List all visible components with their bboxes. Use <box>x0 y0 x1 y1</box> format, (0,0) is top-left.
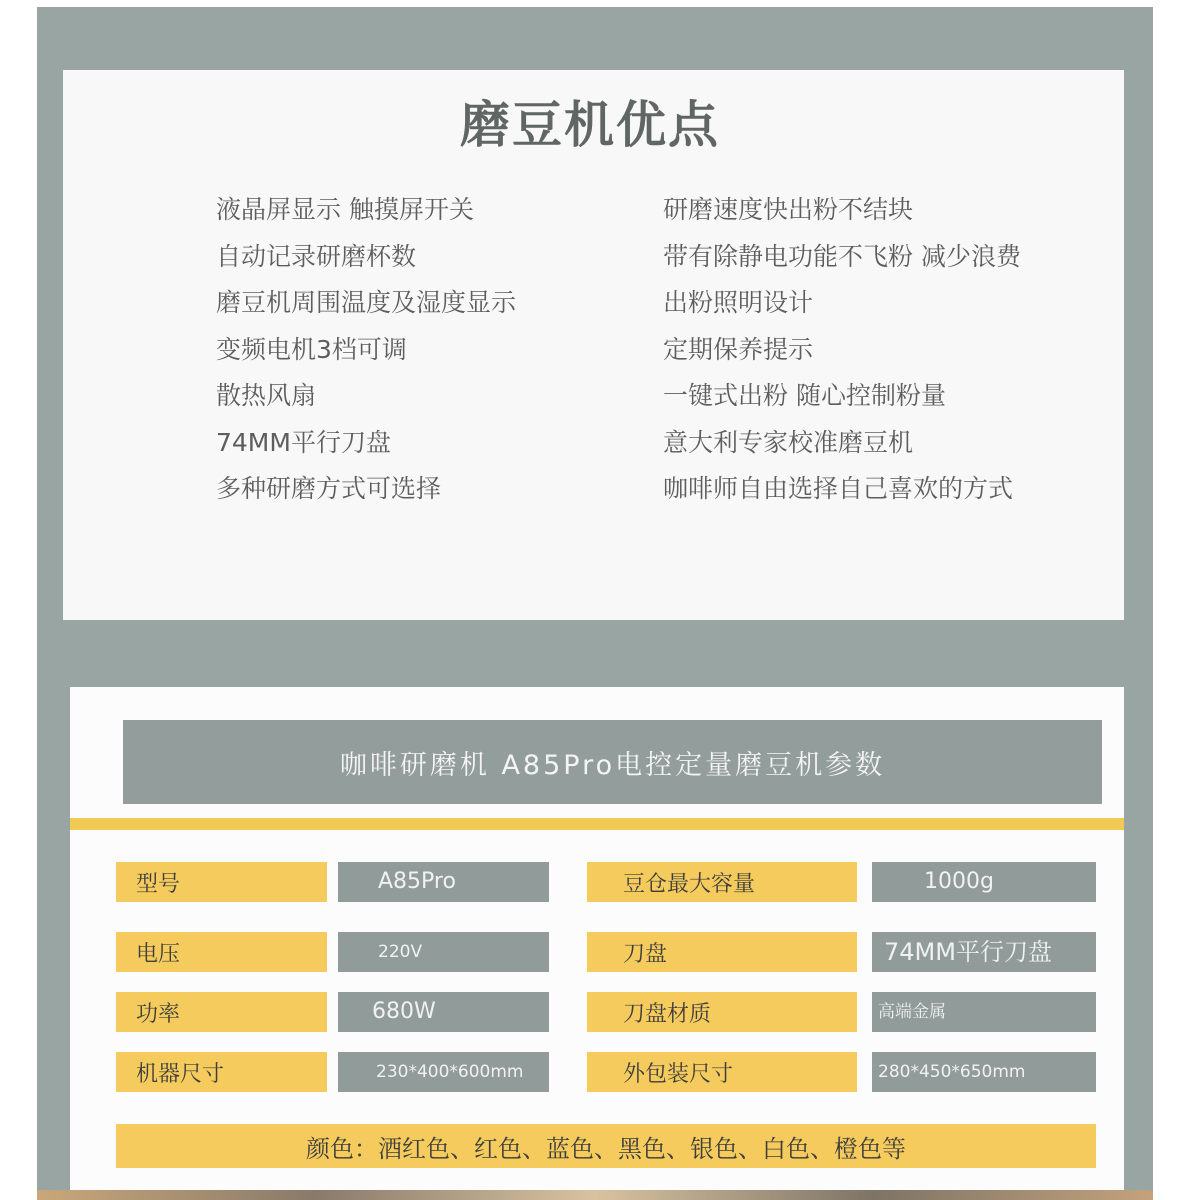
spec-value: 280*450*650mm <box>872 1052 1096 1092</box>
spec-label: 豆仓最大容量 <box>587 862 857 902</box>
color-options-text: 颜色：酒红色、红色、蓝色、黑色、银色、白色、橙色等 <box>306 1134 906 1163</box>
spec-value: 高端金属 <box>872 992 1096 1032</box>
feature-item: 液晶屏显示 触摸屏开关 <box>216 195 474 224</box>
feature-item: 磨豆机周围温度及湿度显示 <box>216 288 517 317</box>
spec-value: A85Pro <box>338 862 549 902</box>
feature-item: 多种研磨方式可选择 <box>216 474 442 503</box>
spec-value: 220V <box>338 932 549 972</box>
feature-item: 研磨速度快出粉不结块 <box>663 195 914 224</box>
spec-value: 1000g <box>872 862 1096 902</box>
feature-item: 咖啡师自由选择自己喜欢的方式 <box>663 474 1014 503</box>
spec-label: 刀盘材质 <box>587 992 857 1032</box>
spec-label: 刀盘 <box>587 932 857 972</box>
advantages-title: 磨豆机优点 <box>460 96 720 154</box>
feature-item: 意大利专家校准磨豆机 <box>663 427 914 457</box>
feature-item: 散热风扇 <box>216 381 317 410</box>
spec-label: 外包装尺寸 <box>587 1052 857 1092</box>
yellow-divider <box>70 818 1124 830</box>
spec-label: 电压 <box>116 932 327 972</box>
spec-label: 型号 <box>116 862 327 902</box>
feature-item: 自动记录研磨杯数 <box>216 241 417 271</box>
feature-item: 74MM平行刀盘 <box>216 427 391 457</box>
spec-label: 功率 <box>116 992 327 1032</box>
specs-banner-text: 咖啡研磨机 A85Pro电控定量磨豆机参数 <box>339 749 886 781</box>
feature-item: 变频电机3档可调 <box>216 334 407 364</box>
photo-strip <box>37 1190 1153 1200</box>
feature-item: 带有除静电功能不飞粉 减少浪费 <box>663 241 1021 271</box>
feature-item: 一键式出粉 随心控制粉量 <box>663 381 946 410</box>
spec-value: 74MM平行刀盘 <box>872 932 1096 972</box>
spec-value: 680W <box>338 992 549 1032</box>
feature-item: 定期保养提示 <box>663 334 814 364</box>
spec-label: 机器尺寸 <box>116 1052 327 1092</box>
specs-banner <box>123 720 1102 804</box>
advantages-right-list <box>663 192 1021 518</box>
feature-item: 出粉照明设计 <box>663 288 814 317</box>
color-options-bar <box>116 1124 1096 1168</box>
advantages-left-list <box>216 192 516 518</box>
spec-value: 230*400*600mm <box>338 1052 549 1092</box>
